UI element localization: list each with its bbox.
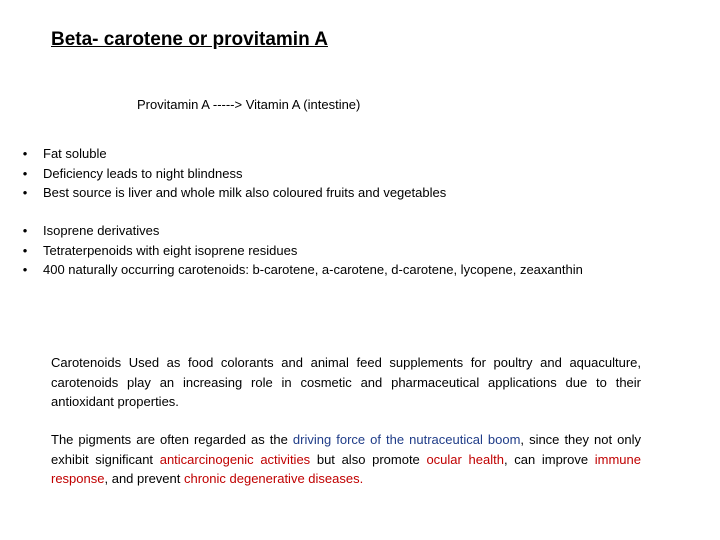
paragraph-text: , can improve: [503, 451, 595, 467]
page-title: Beta- carotene or provitamin A: [51, 29, 328, 50]
highlight-anticarcinogenic: anticarcinogenic activities: [159, 451, 311, 467]
bullet-icon: •: [22, 262, 28, 277]
list-item: [20, 221, 583, 241]
list-item-text: Deficiency leads to night blindness: [43, 165, 243, 181]
list-item-text: Isoprene derivatives: [43, 223, 160, 238]
list-item: [20, 183, 446, 203]
bullet-icon: •: [22, 146, 28, 161]
list-item: [20, 260, 583, 280]
bullet-list-chemistry: [20, 221, 583, 280]
bullet-icon: •: [22, 185, 28, 200]
paragraph-text: , and prevent: [104, 471, 184, 486]
list-item: [20, 144, 446, 164]
bullet-list-properties: [20, 144, 446, 203]
bullet-icon: •: [22, 165, 28, 181]
bullet-icon: •: [22, 242, 28, 258]
paragraph-text: The pigments are often regarded as the: [51, 432, 293, 447]
list-item-text: Fat soluble: [43, 146, 107, 161]
carotenoids-uses-paragraph: Carotenoids Used as food colorants and animal feed supplements for poultry and aquaculture, carotenoids play an increasing role in cosmetic and pharmaceutical applications due to their antioxidant properties.: [51, 355, 641, 409]
highlight-chronic-diseases: chronic degenerative diseases.: [183, 471, 364, 486]
list-item-text: Tetraterpenoids with eight isoprene residues: [43, 242, 298, 258]
list-item-text: 400 naturally occurring carotenoids: b-carotene, a-carotene, d-carotene, lycopene, zeaxanthin: [43, 262, 583, 277]
list-item: [20, 241, 583, 261]
bullet-icon: •: [22, 223, 28, 238]
conversion-line: Provitamin A -----> Vitamin A (intestine): [137, 97, 361, 112]
highlight-immune-response: immune response: [51, 451, 641, 486]
list-item: [20, 164, 446, 184]
paragraph-text: but also promote: [310, 451, 427, 467]
paragraph-text: , since they not only exhibit significant: [51, 432, 641, 467]
list-item-text: Best source is liver and whole milk also coloured fruits and vegetables: [43, 185, 447, 200]
highlight-driving-force: driving force of the nutraceutical boom: [292, 432, 521, 447]
highlight-ocular-health: ocular health: [426, 451, 504, 467]
pigments-benefits-paragraph: [51, 430, 641, 489]
